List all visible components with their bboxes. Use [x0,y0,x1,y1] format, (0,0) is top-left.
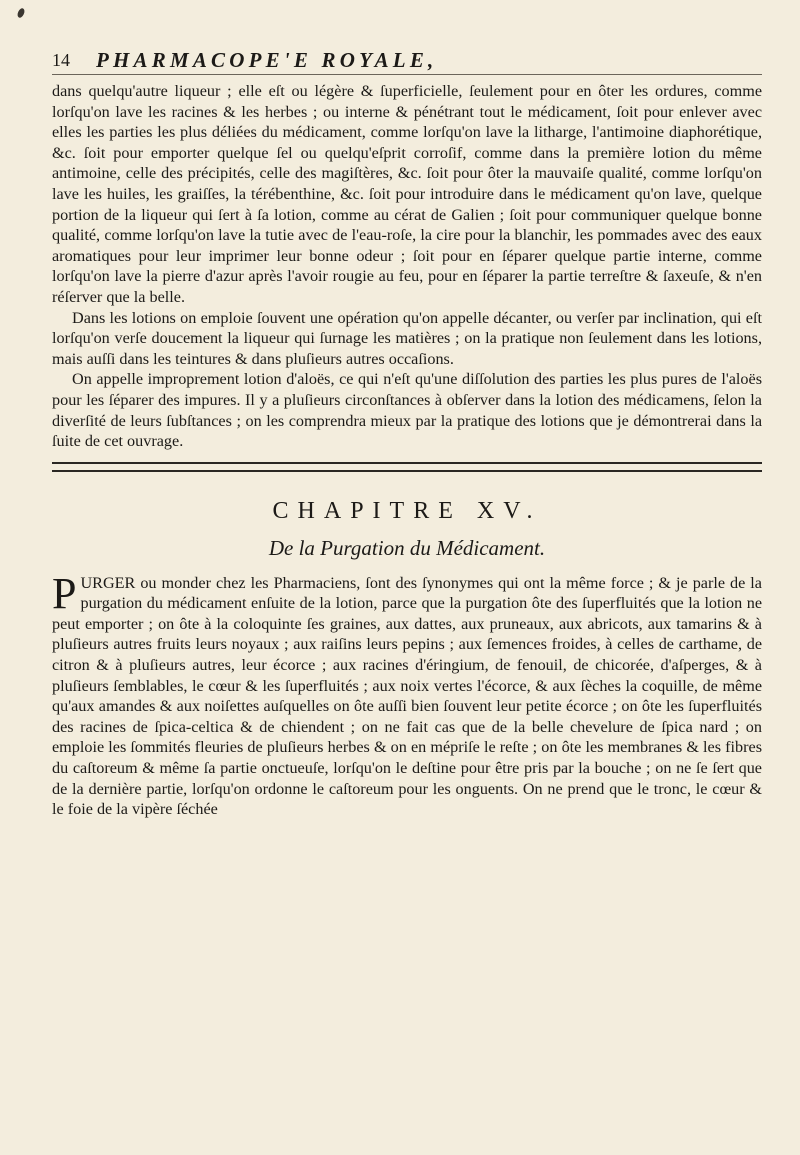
body-text [52,81,762,452]
chapter-paragraph-text: URGER ou monder chez les Pharmaciens, ſont des ſynonymes qui ont la même force ; & je parle de la purgation du médicament enſuite de la lotion, parce que la purgation ôte des ſuperfluités que la lotion ne peut emporter ; on ôte à la coloquinte ſes graines, aux dattes, aux pruneaux, aux abricots, aux tamarins & à pluſieurs autres fruits leurs noyaux ; aux raiſins leurs pepins ; aux ſemences froides, à celles de carthame, de citron & à pluſieurs autres, leur écorce ; aux racines d'éringium, de fenouil, de chicorée, d'aſperges, & à pluſieurs ſemblables, le cœur & les ſuperfluités ; aux noix vertes l'écorce, & aux ſèches la coquille, de même qu'aux amandes & aux noiſettes auſquelles on ôte auſſi bien ſouvent leur petite écorce ; on ôte les ſuperfluités des racines de ſpica-celtica & de chiendent ; on ne fait cas que de la belle chevelure de ſpica nard ; on emploie les ſommités fleuries de pluſieurs herbes & on en mépriſe le reſte ; on ôte les membranes & les fibres du caſtoreum & même ſa partie onctueuſe, lorſqu'on le deſtine pour être pris par la bouche ; on ne ſe ſert que de la dernière partie, lorſqu'on ordonne le caſtoreum pour les onguents. On ne prend que le tronc, le cœur & le foie de la vipère ſéchée [52,573,762,819]
paragraph-decanter: Dans les lotions on emploie ſouvent une opération qu'on appelle décanter, ou verſer par inclination, qui eſt lorſqu'on verſe doucement la liqueur qui ſurnage les matières ; on la pratique non ſeulement dans les lotions, mais auſſi dans les teintures & dans pluſieurs autres occaſions. [52,308,762,368]
drop-cap: P [52,568,77,618]
paragraph-lotion: dans quelqu'autre liqueur ; elle eſt ou légère & ſuperficielle, ſeulement pour en ôter les ordures, comme lorſqu'on lave les racines & les herbes ; ou interne & pénétrant tout le médicament, ſoit pour enlever avec elles les parties les plus déliées du médicament, comme lorſqu'on lave la litharge, l'antimoine diaphorétique, &c. ſoit pour emporter quelque ſel ou quelqu'eſprit corroſif, comme dans la première lotion du même antimoine, celle des précipités, celle des magiſtères, &c. ſoit pour ôter la mauvaiſe qualité, comme lorſqu'on lave les huiles, les graiſſes, la térébenthine, &c. ſoit pour introduire dans le médicament qu'on lave, quelque portion de la liqueur qui ſert à ſa lotion, comme au cérat de Galien ; ſoit pour communiquer quelque bonne qualité, comme lorſqu'on lave la tutie avec de l'eau-roſe, la cire pour la blanchir, les pommades avec des eaux aromatiques pour leur imprimer leur bonne odeur ; ſoit pour en ſéparer quelque partie interne, comme lorſqu'on lave la pierre d'azur après l'avoir rougie au feu, pour en ſéparer la partie terreſtre & ſaxeuſe, & n'en réſerver que la belle. [52,82,762,306]
paragraph-aloes: On appelle improprement lotion d'aloës, ce qui n'eſt qu'une diſſolution des parties les plus pures de l'aloës pour les ſéparer des impures. Il y a pluſieurs circonſtances à obſerver dans la lotion des médicamens, ſelon la diverſité de leurs ſubſtances ; on les comprendra mieux par la pratique des lotions que je démontrerai dans la ſuite de cet ouvrage. [52,370,762,451]
book-page [52,48,762,820]
ink-blot [16,7,26,19]
section-divider [52,462,762,472]
running-title: PHARMACOPE'E ROYALE, [96,48,438,72]
page-number: 14 [52,50,70,70]
page-header [52,48,762,75]
chapter-heading: CHAPITRE XV. [272,497,542,524]
chapter-subtitle: De la Purgation du Médicament. [268,535,546,560]
chapter-paragraph [52,568,762,820]
